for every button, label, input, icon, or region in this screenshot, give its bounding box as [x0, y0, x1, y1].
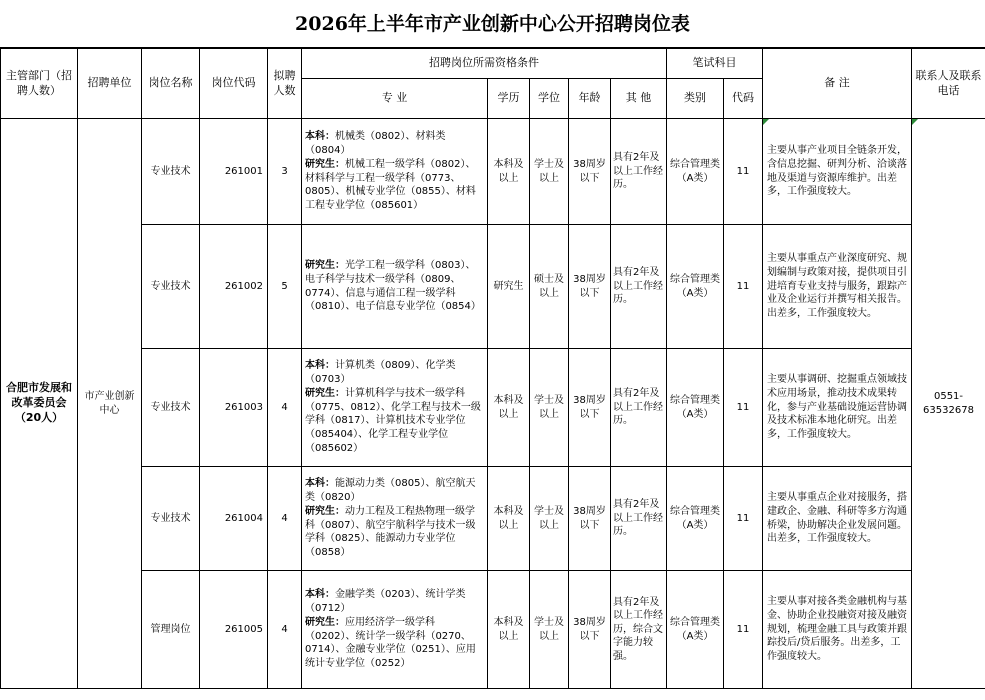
- post-code-cell: 261001: [200, 119, 268, 225]
- header-other: 其 他: [611, 79, 667, 119]
- header-education: 学历: [488, 79, 530, 119]
- remarks-cell: 主要从事调研、挖掘重点领域技术应用场景，推动技术成果转化，参与产业基础设施运营协调及技术标准本地化研究。出差多，工作强度较大。: [763, 349, 912, 467]
- degree-cell: 学士及以上: [530, 349, 569, 467]
- age-cell: 38周岁以下: [569, 467, 611, 571]
- major-grad-label: 研究生：: [305, 259, 345, 271]
- major-undergrad-label: 本科：: [305, 131, 335, 143]
- major-grad-label: 研究生：: [305, 387, 345, 399]
- other-cell: 具有2年及以上工作经历。: [611, 225, 667, 349]
- header-age: 年龄: [569, 79, 611, 119]
- post-code-cell: 261005: [200, 571, 268, 689]
- header-requirements: 招聘岗位所需资格条件: [302, 49, 667, 79]
- major-undergrad-label: 本科：: [305, 478, 335, 490]
- header-count: 拟聘人数: [268, 49, 302, 119]
- comment-marker-icon: [763, 119, 769, 125]
- header-post-code: 岗位代码: [200, 49, 268, 119]
- post-name-cell: 管理岗位: [142, 571, 200, 689]
- post-code-cell: 261002: [200, 225, 268, 349]
- table-row: [1, 571, 985, 689]
- major-cell: [302, 225, 488, 349]
- major-grad: 动力工程及工程热物理一级学科（0807）、航空宇航科学与技术一级学科（0825）、能源动力专业学位（0858）: [305, 505, 476, 559]
- remarks-cell: 主要从事重点企业对接服务，搭建政企、金融、科研等多方沟通桥梁，协助解决企业发展问题。出差多，工作强度较大。: [763, 467, 912, 571]
- degree-cell: 硕士及以上: [530, 225, 569, 349]
- major-grad-label: 研究生：: [305, 505, 345, 517]
- major-grad: 计算机科学与技术一级学科（0775、0812）、化学工程与技术一级学科（0817）、计算机技术专业学位（085404）、化学工程专业学位（085602）: [305, 387, 481, 454]
- education-cell: 本科及以上: [488, 119, 530, 225]
- degree-cell: 学士及以上: [530, 119, 569, 225]
- major-undergrad-label: 本科：: [305, 589, 335, 601]
- degree-cell: 学士及以上: [530, 467, 569, 571]
- count-cell: 4: [268, 467, 302, 571]
- header-degree: 学位: [530, 79, 569, 119]
- table-row: [1, 225, 985, 349]
- post-code-cell: 261003: [200, 349, 268, 467]
- header-major: 专 业: [302, 79, 488, 119]
- other-cell: 具有2年及以上工作经历，综合文字能力较强。: [611, 571, 667, 689]
- count-cell: 5: [268, 225, 302, 349]
- major-undergrad: 计算机类（0809）、化学类（0703）: [305, 360, 456, 385]
- table-row: [1, 349, 985, 467]
- remarks-cell: 主要从事对接各类金融机构与基金、协助企业投融资对接及融资规划，梳理金融工具与政策并跟踪投后/贷后服务。出差多，工作强度较大。: [763, 571, 912, 689]
- age-cell: 38周岁以下: [569, 225, 611, 349]
- count-cell: 4: [268, 349, 302, 467]
- major-grad: 机械工程一级学科（0802）、材料科学与工程一级学科（0773、0805）、机械专业学位（0855）、材料工程专业学位（085601）: [305, 158, 476, 212]
- major-grad: 光学工程一级学科（0803）、电子科学与技术一级学科（0809、0774）、信息与通信工程一级学科（0810）、电子信息专业学位（0854）: [305, 259, 481, 313]
- major-undergrad: 机械类（0802）、材料类（0804）: [305, 131, 446, 156]
- major-undergrad-label: 本科：: [305, 360, 335, 372]
- contact-cell: [912, 119, 985, 689]
- exam-code-cell: 11: [724, 349, 763, 467]
- header-exam: 笔试科目: [667, 49, 763, 79]
- major-cell: [302, 349, 488, 467]
- exam-type-cell: 综合管理类（A类）: [667, 119, 724, 225]
- post-name-cell: 专业技术: [142, 119, 200, 225]
- education-cell: 本科及以上: [488, 467, 530, 571]
- header-remarks: 备 注: [763, 49, 912, 119]
- exam-code-cell: 11: [724, 467, 763, 571]
- exam-type-cell: 综合管理类（A类）: [667, 225, 724, 349]
- education-cell: 本科及以上: [488, 571, 530, 689]
- major-undergrad: 能源动力类（0805）、航空航天类（0820）: [305, 478, 476, 503]
- header-post-name: 岗位名称: [142, 49, 200, 119]
- remarks-text: 主要从事产业项目全链条开发，含信息挖掘、研判分析、洽谈落地及渠道与资源库维护。出差多，工作强度较大。: [767, 144, 907, 198]
- exam-type-cell: 综合管理类（A类）: [667, 571, 724, 689]
- major-grad-label: 研究生：: [305, 616, 345, 628]
- header-exam-code: 代码: [724, 79, 763, 119]
- major-grad-label: 研究生：: [305, 158, 345, 170]
- count-cell: 4: [268, 571, 302, 689]
- other-cell: 具有2年及以上工作经历。: [611, 119, 667, 225]
- unit-cell: 市产业创新中心: [78, 119, 142, 689]
- remarks-cell: 主要从事重点产业深度研究、规划编制与政策对接，提供项目引进培育专业支持与服务，跟踪产业及企业运行并撰写相关报告。出差多，工作强度较大。: [763, 225, 912, 349]
- header-exam-type: 类别: [667, 79, 724, 119]
- education-cell: 研究生: [488, 225, 530, 349]
- table-row: [1, 467, 985, 571]
- exam-type-cell: 综合管理类（A类）: [667, 349, 724, 467]
- header-unit: 招聘单位: [78, 49, 142, 119]
- other-cell: 具有2年及以上工作经历。: [611, 467, 667, 571]
- header-contact: 联系人及联系电话: [912, 49, 985, 119]
- header-row-1: [1, 49, 985, 79]
- recruitment-table: [0, 48, 985, 689]
- exam-type-cell: 综合管理类（A类）: [667, 467, 724, 571]
- major-cell: [302, 467, 488, 571]
- remarks-cell: [763, 119, 912, 225]
- other-cell: 具有2年及以上工作经历。: [611, 349, 667, 467]
- major-undergrad: 金融学类（0203）、统计学类（0712）: [305, 589, 466, 614]
- post-name-cell: 专业技术: [142, 225, 200, 349]
- age-cell: 38周岁以下: [569, 349, 611, 467]
- major-cell: [302, 571, 488, 689]
- header-dept: 主管部门（招聘人数）: [1, 49, 78, 119]
- major-grad: 应用经济学一级学科（0202）、统计学一级学科（0270、0714）、金融专业学位（0251）、应用统计专业学位（0252）: [305, 616, 476, 670]
- post-code-cell: 261004: [200, 467, 268, 571]
- exam-code-cell: 11: [724, 225, 763, 349]
- post-name-cell: 专业技术: [142, 349, 200, 467]
- age-cell: 38周岁以下: [569, 571, 611, 689]
- count-cell: 3: [268, 119, 302, 225]
- education-cell: 本科及以上: [488, 349, 530, 467]
- post-name-cell: 专业技术: [142, 467, 200, 571]
- exam-code-cell: 11: [724, 119, 763, 225]
- comment-marker-icon: [912, 119, 918, 125]
- major-cell: [302, 119, 488, 225]
- dept-cell: 合肥市发展和改革委员会（20人）: [1, 119, 78, 689]
- exam-code-cell: 11: [724, 571, 763, 689]
- degree-cell: 学士及以上: [530, 571, 569, 689]
- table-row: [1, 119, 985, 225]
- age-cell: 38周岁以下: [569, 119, 611, 225]
- contact-phone: 0551-63532678: [923, 391, 974, 416]
- page-title: 2026年上半年市产业创新中心公开招聘岗位表: [0, 0, 985, 48]
